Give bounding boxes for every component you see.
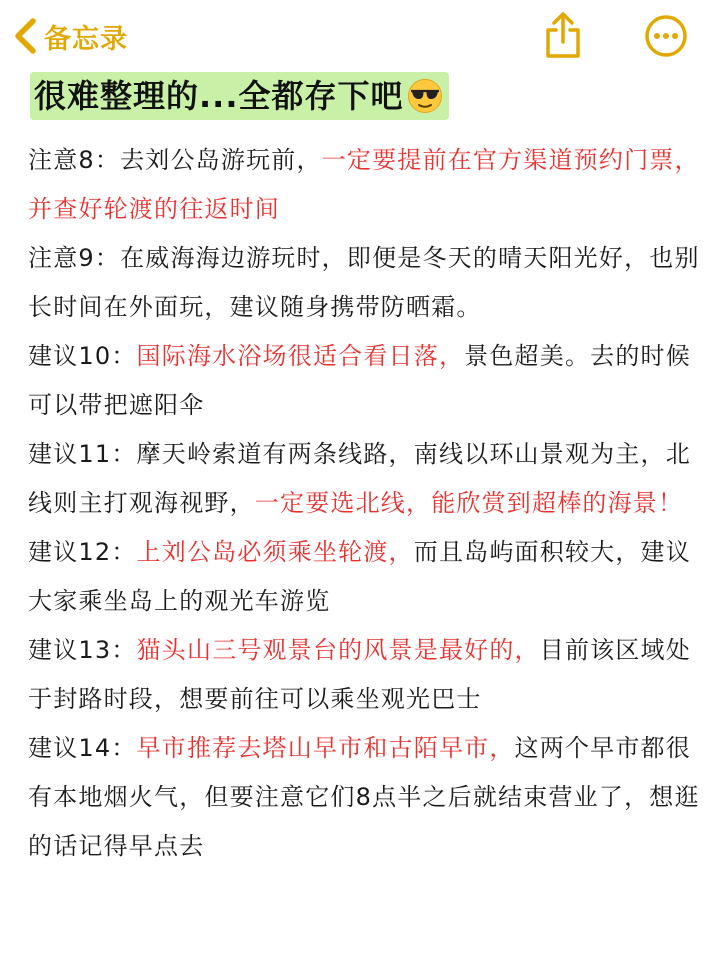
paragraph-prefix: 注意8： bbox=[28, 146, 121, 174]
highlighted-text: 国际海水浴场很适合看日落， bbox=[136, 342, 465, 370]
back-label: 备忘录 bbox=[44, 23, 128, 55]
sunglasses-emoji-icon bbox=[407, 78, 443, 114]
paragraph-text: 而且岛屿面积较大，建议大家乘坐岛上的观光车游览 bbox=[28, 538, 691, 615]
note-paragraph bbox=[28, 332, 700, 430]
paragraph-prefix: 建议12： bbox=[28, 538, 137, 566]
more-options-button[interactable] bbox=[644, 14, 688, 58]
highlighted-text: 一定要提前在官方渠道预约门票，并查好轮渡的往返时间 bbox=[28, 146, 700, 223]
note-paragraph bbox=[28, 528, 700, 626]
chevron-left-icon bbox=[12, 16, 38, 56]
paragraph-prefix: 建议10： bbox=[28, 342, 137, 370]
highlighted-text: 早市推荐去塔山早市和古陌早市， bbox=[136, 734, 515, 762]
highlighted-text: 一定要选北线，能欣赏到超棒的海景！ bbox=[254, 489, 684, 517]
note-paragraph bbox=[28, 136, 700, 234]
paragraph-text: 摩天岭索道有两条线路，南线以环山景观为主，北线则主打观海视野， bbox=[28, 440, 691, 517]
paragraph-text: 景色超美。去的时候可以带把遮阳伞 bbox=[28, 342, 691, 419]
note-body bbox=[28, 136, 700, 871]
paragraph-prefix: 注意9： bbox=[28, 244, 121, 272]
note-title-text: 很难整理的...全都存下吧 bbox=[34, 77, 404, 115]
paragraph-prefix: 建议14： bbox=[28, 734, 137, 762]
note-paragraph bbox=[28, 626, 700, 724]
back-button[interactable] bbox=[12, 14, 128, 58]
paragraph-text: 去刘公岛游玩前， bbox=[120, 146, 322, 174]
top-navigation-bar bbox=[0, 0, 720, 72]
paragraph-prefix: 建议11： bbox=[28, 440, 137, 468]
note-paragraph bbox=[28, 234, 700, 332]
paragraph-prefix: 建议13： bbox=[28, 636, 137, 664]
paragraph-text: 目前该区域处于封路时段，想要前往可以乘坐观光巴士 bbox=[28, 636, 691, 713]
paragraph-text: 这两个早市都很有本地烟火气，但要注意它们8点半之后就结束营业了，想逛的话记得早点去 bbox=[28, 734, 700, 860]
share-icon bbox=[540, 10, 586, 60]
paragraph-text: 在威海海边游玩时，即便是冬天的晴天阳光好，也别长时间在外面玩，建议随身携带防晒霜。 bbox=[28, 244, 700, 321]
highlighted-text: 猫头山三号观景台的风景是最好的， bbox=[136, 636, 540, 664]
highlighted-text: 上刘公岛必须乘坐轮渡， bbox=[136, 538, 414, 566]
note-paragraph bbox=[28, 430, 700, 528]
share-button[interactable] bbox=[540, 10, 586, 60]
note-paragraph bbox=[28, 724, 700, 871]
more-icon bbox=[644, 14, 688, 58]
note-title bbox=[30, 70, 449, 122]
note-title-highlight bbox=[30, 72, 449, 120]
